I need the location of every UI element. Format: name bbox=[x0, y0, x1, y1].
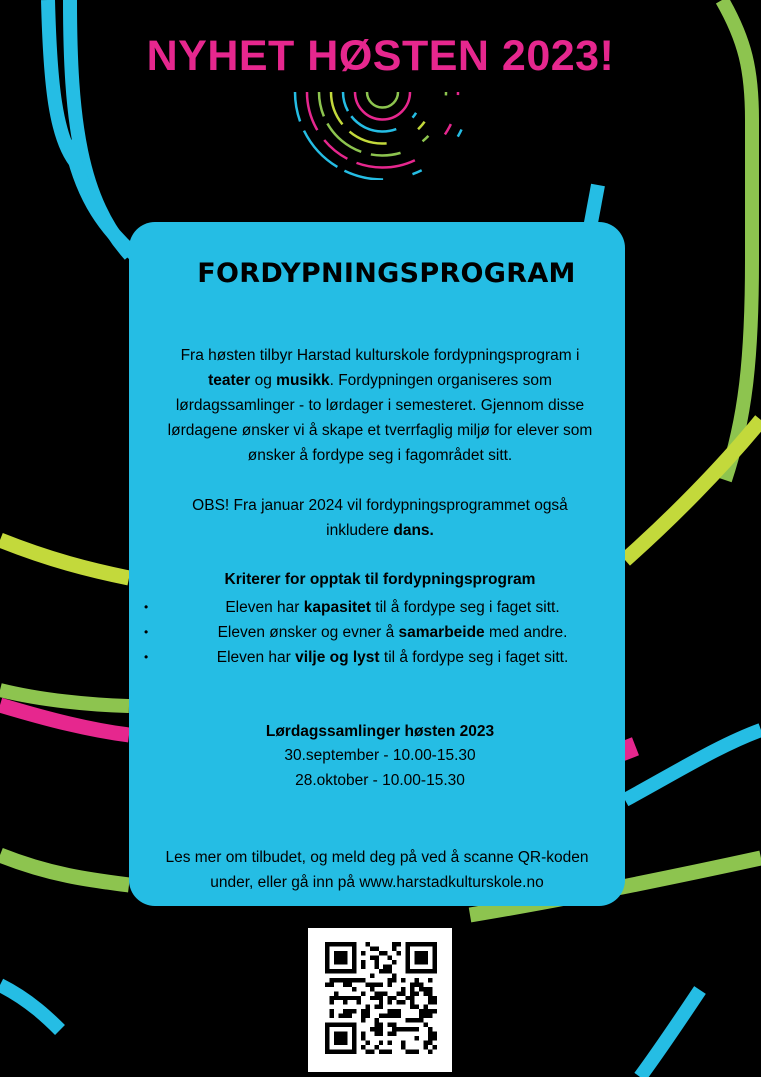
schedule-heading: Lørdagssamlinger høsten 2023 bbox=[265, 723, 495, 740]
intro-paragraph: Fra høsten tilbyr Harstad kulturskole fordypningsprogram i teater og musikk. Fordypningen organiseres som lørdagssamlinger - to lørdager i semesteret. Gjennom disse lørdagene ønsker vi å skape et tverrfaglig miljø for elever som ønsker å fordype seg i fagområdet sitt. bbox=[167, 347, 593, 464]
curve-blue-bottom-left bbox=[0, 985, 60, 1030]
card-title: FORDYPNINGSPROGRAM bbox=[197, 258, 576, 289]
schedule-date: 30.september - 10.00-15.30 bbox=[284, 747, 476, 764]
criteria-heading: Kriterer for opptak til fordypningsprogram bbox=[224, 571, 536, 588]
page-headline: NYHET HØSTEN 2023! bbox=[146, 32, 615, 80]
curve-blue-mid-right bbox=[625, 730, 761, 800]
notice-paragraph: OBS! Fra januar 2024 vil fordypningsprogrammet også inkludere dans. bbox=[192, 497, 568, 539]
qr-code[interactable] bbox=[308, 928, 452, 1072]
qr-code-icon bbox=[325, 942, 437, 1054]
curve-blue-tail-top bbox=[70, 140, 135, 255]
schedule-date: 28.oktober - 10.00-15.30 bbox=[295, 772, 465, 789]
bullet-icon: • bbox=[144, 625, 149, 639]
footer-text: Les mer om tilbudet, og meld deg på ved å scanne QR-koden under, eller gå inn på www.harstadkulturskole.no bbox=[129, 845, 625, 895]
criteria-list bbox=[140, 595, 625, 670]
concentric-arcs-logo-icon bbox=[285, 80, 480, 180]
bullet-icon: • bbox=[144, 650, 149, 664]
list-item: • Eleven har kapasitet til å fordype seg i faget sitt. bbox=[140, 595, 625, 620]
website-link[interactable]: under, eller gå inn på www.harstadkulturskole.no bbox=[210, 874, 544, 891]
list-item: • Eleven ønsker og evner å samarbeide med andre. bbox=[140, 620, 625, 645]
curve-blue-bottom-right bbox=[640, 990, 700, 1077]
list-item: • Eleven har vilje og lyst til å fordype seg i faget sitt. bbox=[140, 645, 625, 670]
bullet-icon: • bbox=[144, 600, 149, 614]
info-card bbox=[129, 222, 625, 906]
